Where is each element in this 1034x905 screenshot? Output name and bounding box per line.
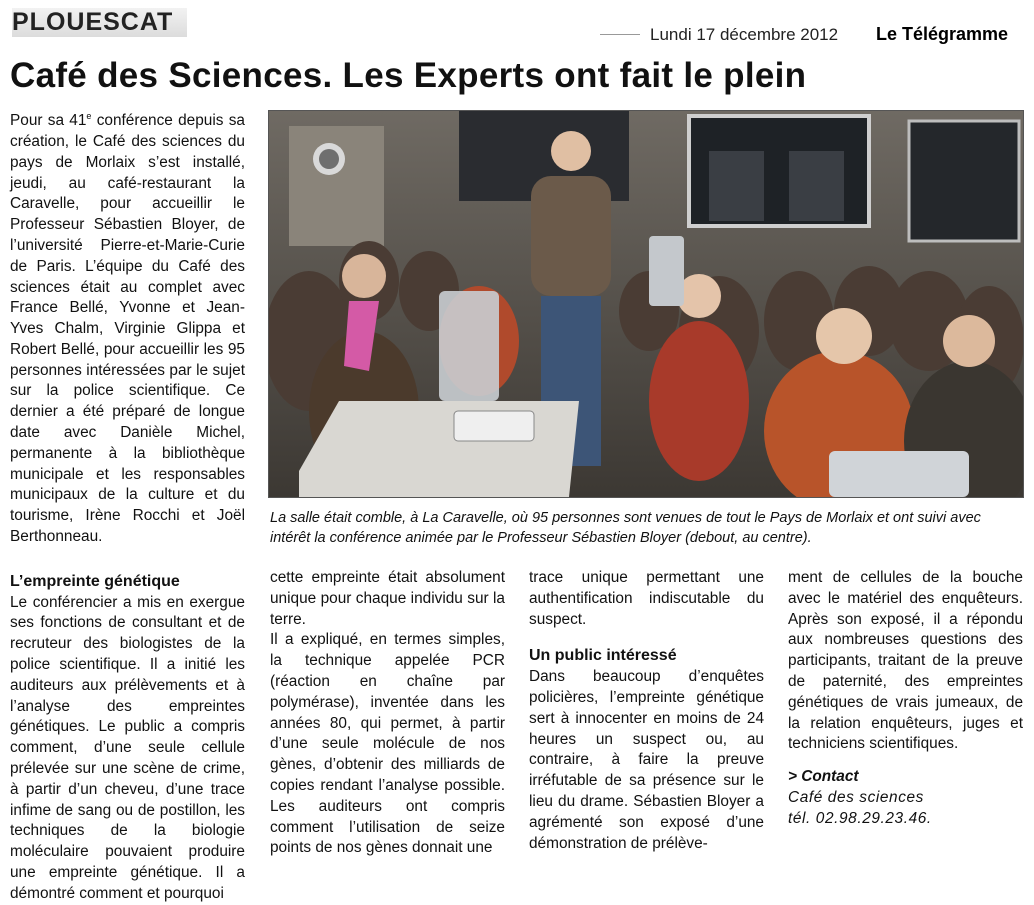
col2-paragraph-2: Il a expliqué, en termes simples, la technique appelée PCR (réaction en chaîne par polymérase), inventée dans les années 80, qui permet, à partir d’une seule molécule de nos gènes, d’obtenir des milliards de copies rendant l’analyse possible. Les auditeurs ont compris comment l’utilisation de seize points de nos gènes donnait une [270, 631, 505, 857]
article-headline: Café des Sciences. Les Experts ont fait le plein [10, 56, 807, 95]
contact-phone: tél. 02.98.29.23.46. [788, 809, 932, 827]
article-column-1 [10, 106, 245, 905]
section-town-label: PLOUESCAT [12, 8, 187, 37]
col3-paragraph-1: trace unique permettant une authentification indiscutable du suspect. [529, 569, 764, 628]
publication-date: Lundi 17 décembre 2012 [650, 25, 839, 44]
col4-paragraph-1: ment de cellules de la bouche avec le matériel des enquêteurs. Après son exposé, il a répondu aux nombreuses questions des participants, traitant de la preuve de paternité, des empreintes génétiques de vrais jumeaux, de la relation enquêteurs, juges et techniciens scientifiques. [788, 569, 1023, 753]
article-column-2 [270, 568, 505, 859]
body-paragraph-1: Le conférencier a mis en exergue ses fonctions de consultant et de recruteur des biologistes de la police scientifique. Il a initié les auditeurs aux prélèvements et à l’analyse des empreintes génétiques. Le public a compris comment, d’une seule cellule prélevée sur une scène de crime, à partir d’un cheveu, d’une trace infime de sang ou de postillon, les techniques de la biologie moléculaire pouvaient produire une empreinte génétique. Il a démontré comment et pourquoi [10, 593, 245, 902]
audience-photo-illustration [269, 111, 1023, 497]
contact-heading: > Contact [788, 768, 859, 786]
col3-paragraph-2: Dans beaucoup d’enquêtes policières, l’empreinte génétique sert à innocenter en moins de 24 heures un suspect ou, au contraire, à faire la preuve irréfutable de sa présence sur le lieu du drame. Sébastien Bloyer a agrémenté son exposé d’une démonstration de prélève- [529, 668, 764, 852]
ordinal-suffix: e [86, 111, 92, 121]
intro-paragraph [10, 106, 245, 548]
newspaper-name: Le Télégramme [876, 24, 1009, 44]
article-column-3 [529, 568, 764, 854]
photo-caption: La salle était comble, à La Caravelle, où 95 personnes sont venues de tout le Pays de Morlaix et ont suivi avec intérêt la conférence animée par le Professeur Sébastien Bloyer (debout, au centre). [270, 510, 981, 546]
subheading-public: Un public intéressé [529, 647, 677, 665]
header-rule [600, 34, 640, 35]
article-column-4 [788, 568, 1023, 830]
subheading-empreinte: L’empreinte génétique [10, 572, 180, 590]
event-photo [268, 110, 1024, 498]
contact-name: Café des sciences [788, 788, 924, 806]
intro-text-rest: conférence depuis sa création, le Café des sciences du pays de Morlaix s’est installé, jeudi, au café-restaurant la Caravelle, pour accueillir le Professeur Sébastien Bloyer, de l’université Pierre-et-Marie-Curie de Paris. L’équipe du Café des sciences était au complet avec France Bellé, Yvonne et Jean-Yves Chalm, Virginie Glippa et Robert Bellé, pour accueillir les 95 personnes intéressées par le sujet sur la police scientifique. Ce dernier a été préparé de longue date avec Danièle Michel, permanente à la bibliothèque municipale et les responsables municipaux de la culture et du tourisme, Irène Rocchi et Joël Berthonneau. [10, 112, 245, 546]
col2-paragraph-1: cette empreinte était absolument unique pour chaque individu sur la terre. [270, 569, 505, 628]
intro-text-start: Pour sa 41 [10, 112, 87, 130]
